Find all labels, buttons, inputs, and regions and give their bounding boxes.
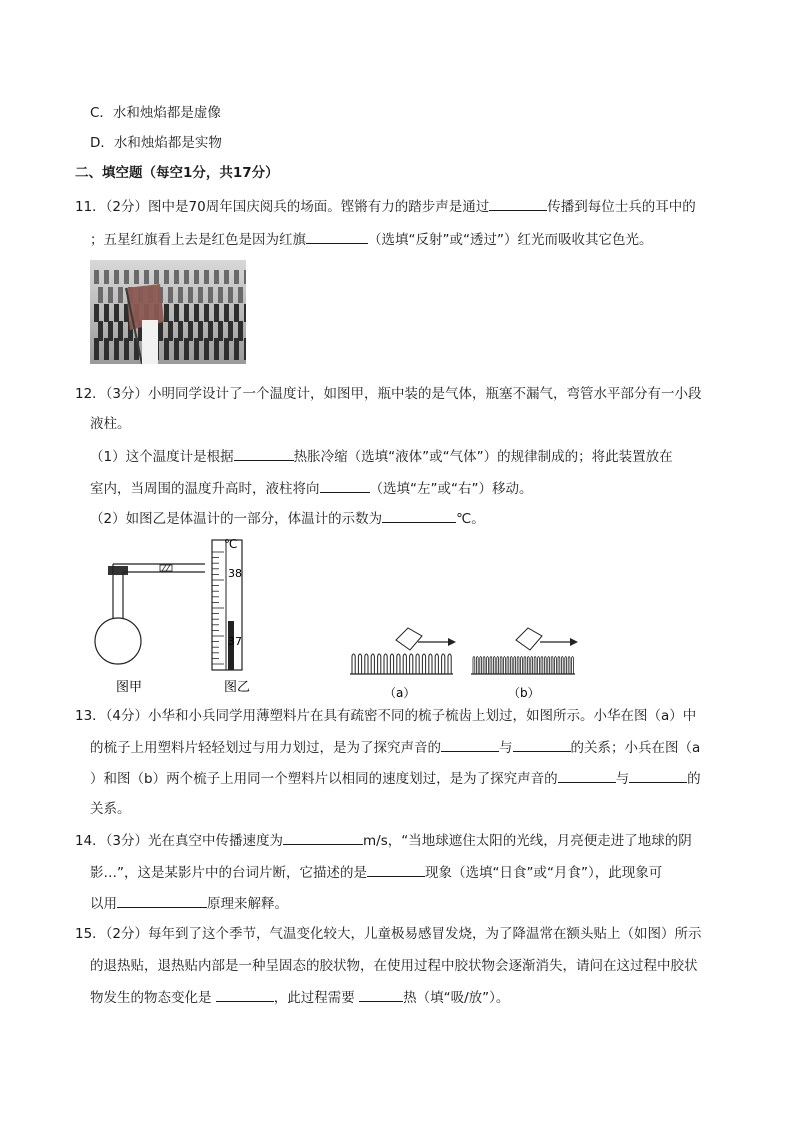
q12-q13-figures: [80, 534, 600, 704]
q11-text: 传播到每位士兵的耳中的: [547, 199, 696, 215]
comb-tooth: [384, 654, 387, 674]
q11-blank-1[interactable]: [489, 196, 547, 211]
option-d: D．水和烛焰都是实物: [90, 135, 222, 151]
comb-tooth: [416, 654, 419, 674]
comb-tooth: [555, 657, 557, 675]
soldier-figure: [238, 287, 243, 303]
q11-line2: [90, 229, 652, 250]
soldier-figure: [104, 338, 109, 360]
comb-tooth: [531, 657, 533, 675]
q14-blank-1[interactable]: [283, 830, 363, 845]
option-c: C．水和烛焰都是虚像: [90, 105, 221, 121]
soldier-figure: [194, 304, 199, 322]
comb-tooth: [565, 657, 567, 675]
q13-line3: [90, 768, 701, 789]
soldier-figure: [184, 338, 189, 360]
q13-blank-2[interactable]: [513, 737, 571, 752]
comb-tooth: [429, 654, 432, 674]
soldier-figure: [228, 287, 233, 303]
soldier-figure: [234, 338, 239, 360]
thermometer-figure: [212, 537, 250, 695]
parade-photo: [90, 260, 246, 364]
comb-tooth: [504, 657, 506, 675]
q13-line1: 13．（4分）小华和小兵同学用薄塑料片在具有疏密不同的梳子梳齿上划过，如图所示。小华在图（a）中: [75, 708, 697, 724]
soldier-figure: [164, 338, 169, 360]
tick-label-38: 38: [228, 567, 242, 580]
soldier-figure: [224, 338, 229, 360]
q12-blank-1[interactable]: [234, 446, 294, 461]
soldier-figure: [114, 304, 119, 322]
soldier-figure: [94, 270, 99, 284]
soldier-figure: [234, 270, 239, 284]
soldier-figure: [184, 270, 189, 284]
q13-blank-4[interactable]: [629, 768, 687, 783]
q12-text: 热胀冷缩（选填“液体”或“气体”）的规律制成的；将此装置放在: [293, 449, 673, 465]
soldier-figure: [184, 304, 189, 322]
comb-tooth: [487, 657, 489, 675]
soldier-figure: [174, 270, 179, 284]
q13-text: 的: [687, 771, 701, 787]
soldier-figure: [98, 287, 103, 303]
q12-text: （1）这个温度计是根据: [90, 449, 234, 465]
q14-text: 影…”，这是某影片中的台词片断，它描述的是: [90, 865, 367, 881]
q15-line3: [90, 987, 509, 1008]
figure-a-label: （a）: [384, 686, 416, 700]
comb-tooth: [365, 654, 368, 674]
soldier-figure: [244, 304, 246, 322]
figure-jia-label: 图甲: [116, 680, 143, 695]
comb-tooth: [551, 657, 553, 675]
comb-tooth: [378, 654, 381, 674]
comb-tooth: [568, 657, 570, 675]
soldier-figure: [204, 270, 209, 284]
q14-line1: [75, 830, 692, 851]
comb-a-figure: [350, 628, 456, 700]
q13-text: 与: [499, 740, 513, 756]
tick-label-37: 37: [228, 635, 242, 648]
q15-blank-2[interactable]: [359, 987, 403, 1002]
comb-tooth: [538, 657, 540, 675]
q13-text: 与: [615, 771, 630, 787]
q14-blank-3[interactable]: [117, 893, 207, 908]
q12-text: （选填“左”或“右”）移动。: [369, 481, 533, 497]
comb-tooth: [410, 654, 413, 674]
comb-tooth: [558, 657, 560, 675]
comb-tooth: [352, 654, 355, 674]
comb-sparse: [352, 654, 451, 674]
comb-tooth: [476, 657, 478, 675]
soldier-figure: [244, 270, 246, 284]
q14-line3: [90, 893, 288, 914]
q12-sub1-line1: [90, 446, 673, 467]
soldier-figure: [134, 270, 139, 284]
soldier-figure: [224, 304, 229, 322]
soldier-figure: [244, 338, 246, 360]
soldier-figure: [174, 338, 179, 360]
soldier-figure: [194, 270, 199, 284]
soldier-figure: [218, 287, 223, 303]
soldier-figure: [174, 304, 179, 322]
comb-tooth: [544, 657, 546, 675]
q12-sub2: [90, 508, 485, 529]
q11-blank-2[interactable]: [306, 229, 368, 244]
soldier-figure: [94, 304, 99, 322]
comb-b-figure: [471, 628, 578, 700]
soldier-figure: [124, 270, 129, 284]
soldier-figure: [214, 270, 219, 284]
q15-text: 物发生的物态变化是: [90, 990, 216, 1006]
comb-tooth: [527, 657, 529, 675]
flask-thermometer-figure: [95, 564, 205, 695]
comb-tooth: [517, 657, 519, 675]
q13-blank-3[interactable]: [558, 768, 616, 783]
soldier-figure: [104, 270, 109, 284]
soldier-figure: [214, 304, 219, 322]
q13-text: ）和图（b）两个梳子上用同一个塑料片以相同的速度划过，是为了探究声音的: [90, 771, 558, 787]
comb-tooth: [397, 654, 400, 674]
soldier-figure: [204, 304, 209, 322]
section-title: 二、填空题（每空1分，共17分）: [75, 165, 279, 181]
soldier-figure: [234, 304, 239, 322]
comb-tooth: [497, 657, 499, 675]
q15-line1: 15．（2分）每年到了这个季节，气温变化较大，儿童极易感冒发烧，为了降温常在额头贴上（如图）所示: [75, 926, 702, 942]
q14-blank-2[interactable]: [367, 862, 425, 877]
figure-yi-label: 图乙: [224, 680, 251, 695]
soldier-figure: [214, 338, 219, 360]
q14-text: 现象（选填“日食”或“月食”），此现象可: [425, 865, 663, 881]
comb-tooth: [403, 654, 406, 674]
q12-line1: 12．（3分）小明同学设计了一个温度计，如图甲，瓶中装的是气体，瓶塞不漏气，弯管水平部分有一小段: [75, 386, 702, 402]
comb-tooth: [473, 657, 475, 675]
soldier-figure: [224, 270, 229, 284]
q15-text: ，此过程需要: [273, 990, 360, 1006]
soldier-figure: [154, 270, 159, 284]
soldier-figure: [194, 338, 199, 360]
q12-line2: 液柱。: [90, 416, 131, 432]
q11-text: 11．（2分）图中是70周年国庆阅兵的场面。铿锵有力的踏步声是通过: [75, 199, 490, 215]
comb-tooth: [500, 657, 502, 675]
comb-tooth: [390, 654, 393, 674]
q15-text: 热（填“吸/放”）。: [403, 990, 510, 1006]
comb-tooth: [524, 657, 526, 675]
soldier-figure: [94, 338, 99, 360]
comb-tooth: [534, 657, 536, 675]
soldier-figure: [188, 287, 193, 303]
q14-text: 14．（3分）光在真空中传播速度为: [75, 833, 284, 849]
thermometer-unit: ℃: [224, 537, 238, 551]
q14-text: 原理来解释。: [207, 896, 288, 912]
q13-line4: 关系。: [90, 801, 131, 817]
q14-line2: [90, 862, 662, 883]
q12-text: （2）如图乙是体温计的一部分，体温计的示数为: [90, 511, 383, 527]
soldier-figure: [114, 338, 119, 360]
soldier-figure: [118, 287, 123, 303]
comb-tooth: [548, 657, 550, 675]
comb-tooth: [541, 657, 543, 675]
comb-tooth: [493, 657, 495, 675]
q15-line2: 的退热贴，退热贴内部是一种呈固态的胶状物，在使用过程中胶状物会逐渐消失，请问在这过程中胶状: [90, 958, 698, 974]
comb-tooth: [480, 657, 482, 675]
soldier-figure: [108, 287, 113, 303]
comb-tooth: [510, 657, 512, 675]
comb-dense: [473, 657, 573, 675]
q13-text: 的关系；小兵在图（a: [570, 740, 701, 756]
q14-text: m/s，“当地球遮住太阳的光线，月亮便走进了地球的阴: [363, 833, 692, 849]
soldier-figure: [114, 270, 119, 284]
q12-sub1-line2: [90, 478, 532, 499]
comb-tooth: [442, 654, 445, 674]
comb-tooth: [514, 657, 516, 675]
soldier-figure: [178, 287, 183, 303]
q14-text: 以用: [90, 896, 117, 912]
comb-tooth: [507, 657, 509, 675]
soldier-figure: [104, 304, 109, 322]
soldier-figure: [168, 287, 173, 303]
comb-tooth: [448, 654, 451, 674]
comb-tooth: [358, 654, 361, 674]
comb-tooth: [371, 654, 374, 674]
figure-b-label: （b）: [508, 686, 540, 700]
q12-text: 室内，当周围的温度升高时，液柱将向: [90, 481, 320, 497]
q11-text: ；五星红旗看上去是红色是因为红旗: [90, 232, 306, 248]
q13-text: 的梳子上用塑料片轻轻划过与用力划过，是为了探究声音的: [90, 740, 441, 756]
soldier-figure: [198, 287, 203, 303]
q12-blank-2[interactable]: [320, 478, 370, 493]
soldier-figure: [124, 338, 129, 360]
soldier-figure: [204, 338, 209, 360]
comb-tooth: [483, 657, 485, 675]
q11-line1: [75, 196, 696, 217]
q12-text: ℃。: [456, 511, 485, 527]
soldier-figure: [164, 270, 169, 284]
comb-tooth: [521, 657, 523, 675]
comb-tooth: [490, 657, 492, 675]
soldier-figure: [144, 270, 149, 284]
q11-text: （选填“反射”或“透过”）红光而吸收其它色光。: [368, 232, 653, 248]
comb-tooth: [435, 654, 438, 674]
soldier-figure: [164, 304, 169, 322]
q13-blank-1[interactable]: [441, 737, 499, 752]
comb-tooth: [422, 654, 425, 674]
thermometer-ticks: [212, 552, 224, 664]
q12-blank-3[interactable]: [382, 508, 456, 523]
comb-tooth: [561, 657, 563, 675]
comb-tooth: [572, 657, 574, 675]
q15-blank-1[interactable]: [216, 987, 274, 1002]
soldier-figure: [208, 287, 213, 303]
q13-line2: [90, 737, 700, 758]
